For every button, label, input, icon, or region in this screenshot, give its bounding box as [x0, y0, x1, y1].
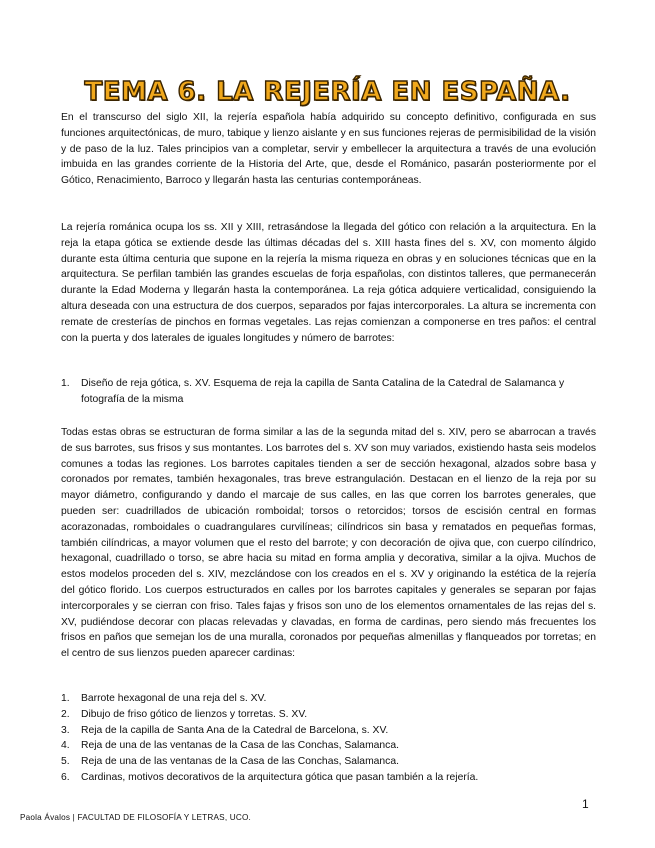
figure-list-second [61, 691, 596, 786]
list-item [61, 723, 596, 739]
list-item-text: Dibujo de friso gótico de lienzos y torretas. S. XV. [81, 708, 308, 720]
list-item [61, 738, 596, 754]
page-footer: Paola Ávalos | FACULTAD DE FILOSOFÍA Y LETRAS, UCO. [20, 813, 252, 822]
list-item [61, 376, 596, 408]
list-item [61, 770, 596, 786]
list-item-number: 4. [61, 740, 70, 752]
list-item-number: 2. [61, 708, 70, 720]
paragraph-romanica: La rejería románica ocupa los ss. XII y XIII, retrasándose la llegada del gótico con relación a la arquitectura. En la reja la etapa gótica se extiende desde las últimas décadas del s. XIII hasta fines del s. XV, con momento álgido durante esta última centuria que supone en la rejería la misma riqueza en obras y en soluciones técnicas que en la arquitectura. Se perfilan también las grandes escuelas de forja españolas, con distintos talleres, que permanecerán durante la Edad Moderna y llegarán hasta la contemporánea. La reja gótica adquiere verticalidad, consiguiendo la altura deseada con una estructura de dos cuerpos, separados por fajas intercorporales. La altura se incrementa con remate de cresterías de pinchos en formas vegetales. Las rejas comienzan a componerse en tres paños: el central con la puerta y dos laterales de iguales longitudes y número de barrotes: [61, 222, 596, 344]
list-item-text: Reja de una de las ventanas de la Casa de las Conchas, Salamanca. [81, 740, 399, 752]
list-item [61, 754, 596, 770]
list-item-text: Cardinas, motivos decorativos de la arquitectura gótica que pasan también a la rejería. [81, 771, 479, 783]
list-item-text: Reja de una de las ventanas de la Casa de las Conchas, Salamanca. [81, 756, 399, 768]
page-title: TEMA 6. LA REJERÍA EN ESPAÑA. [84, 77, 571, 108]
list-item-number: 3. [61, 724, 70, 736]
paragraph-intro: En el transcurso del siglo XII, la rejería española había adquirido su concepto definitivo, configurada en sus funciones arquitectónicas, de muro, tabique y lienzo aislante y en sus funciones rejeras de permisibilidad de la visión y de paso de la luz. Tales principios van a completar, servir y embellecer la arquitectura a través de una evolución imbuida en las grandes corriente de la Historia del Arte, que, desde el Románico, pasarán posteriormente por el Gótico, Renacimiento, Barroco y llegarán hasta las centurias contemporáneas. [61, 112, 596, 187]
list-item [61, 691, 596, 707]
list-item-number: 1. [61, 693, 70, 704]
list-item-text: Barrote hexagonal de una reja del s. XV. [81, 693, 267, 704]
list-item-number: 1. [61, 378, 70, 389]
list-item-text: Reja de la capilla de Santa Ana de la Catedral de Barcelona, s. XV. [81, 724, 389, 736]
figure-list-first [61, 376, 596, 408]
list-item-number: 6. [61, 771, 70, 783]
page-number: 1 [582, 797, 589, 811]
list-item-text: Diseño de reja gótica, s. XV. Esquema de reja la capilla de Santa Catalina de la Catedral de Salamanca y fotografía de la misma [81, 378, 565, 405]
list-item-number: 5. [61, 756, 70, 768]
list-item [61, 707, 596, 723]
paragraph-estructura: Todas estas obras se estructuran de forma similar a las de la segunda mitad del s. XIV, pero se abarrocan a través de sus barrotes, sus frisos y sus montantes. Los barrotes del s. XV son muy variados, existiendo hasta seis modelos comunes a todas las regiones. Los barrotes capitales tienden a ser de sección hexagonal, alzados sobre basa y coronados por remates, también hexagonales, tras breve estrangulación. Destacan en el lienzo de la reja por su mayor diámetro, configurando y dando el marcaje de sus calles, en las que corren los barrotes generales, que pueden ser: cuadrillados de ubicación romboidal; torsos o retorcidos; torsos de escisión central en formas acorazonadas, romboidales o cuadrangulares curvilíneas; cilíndricos sin basa y rematados en pequeñas formas, también cilíndricas, a mayor volumen que el resto del barrote; y con decoración de ojiva que, con cuerpo cilíndrico, hexagonal, cuadrillado o torso, se abre hacia su mitad en forma amplia y decorativa, similar a la ojiva. Muchos de estos modelos proceden del s. XIV, mezclándose con los creados en el s. XV y originando la estética de la rejería del gótico florido. Los cuerpos estructurados en calles por los barrotes capitales y generales se separan por fajas intercorporales y se cierran con friso. Tales fajas y frisos son uno de los elementos ornamentales de las rejas del s. XV, pudiéndose decorar con placas relevadas y clavadas, en forma de cardinas, pero siendo más frecuentes los frisos en paños que semejan los de una muralla, coronados por pequeñas almenillas y flanqueados por torretas; en el centro de sus lienzos pueden aparecer cardinas: [61, 427, 596, 660]
